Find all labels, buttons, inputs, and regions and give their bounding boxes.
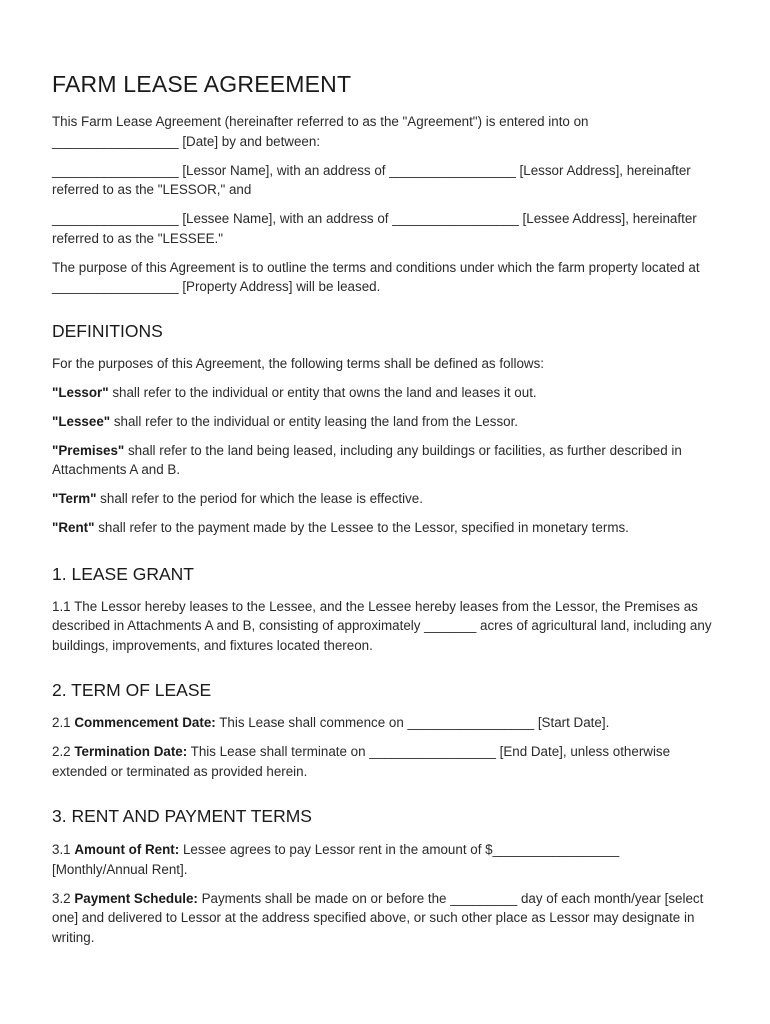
clause-label: Termination Date: [74,744,188,759]
clause-text: Lessee agrees to pay Lessor rent in the amount of $_________________ [Monthly/Annual Rent]. [52,842,620,877]
clause-label: Payment Schedule: [74,890,198,906]
section-lease-grant-heading: 1. LEASE GRANT [52,563,194,584]
section-term-heading: 2. TERM OF LEASE [52,680,212,700]
clause-1-1: 1.1 The Lessor hereby leases to the Lessee, and the Lessee hereby leases from the Lessor, the Premises as described in Attachments A and B, consisting of approximately _______ acres of agricultural land, including any buildings, improvements, and fixtures located thereon. [52,598,712,653]
definition-term: "Term" [52,491,97,506]
clause-label: Commencement Date: [74,715,216,730]
definition-term: "Lessee" [52,413,111,429]
clause-3-1 [52,840,718,879]
intro-paragraph-date: This Farm Lease Agreement (hereinafter referred to as the "Agreement") is entered into on _________________ [Date] by and between: [52,114,589,149]
definition-text: shall refer to the payment made by the Lessee to the Lessor, specified in monetary terms. [94,520,629,535]
clause-text: Payments shall be made on or before the _________ day of each month/year [select one] and delivered to Lessor at the address specified above, or such other place as Lessor may designate in writing. [52,890,704,945]
clause-number: 3.1 [52,842,75,857]
definition-term-item [52,489,718,509]
clause-number: 2.1 [52,715,75,730]
definition-rent [52,518,718,538]
clause-2-2 [52,742,718,781]
intro-paragraph-lessor: _________________ [Lessor Name], with an address of _________________ [Lessor Address], hereinafter referred to as the "LESSOR," and [52,162,691,197]
clause-number: 3.2 [52,890,75,906]
document-title: FARM LEASE AGREEMENT [52,71,352,97]
clause-text: This Lease shall terminate on _________________ [End Date], unless otherwise extended or terminated as provided herein. [52,744,671,779]
definition-text: shall refer to the individual or entity that owns the land and leases it out. [108,384,537,400]
definition-term: "Lessor" [52,384,109,400]
definition-premises [52,441,718,480]
section-rent-heading: 3. RENT AND PAYMENT TERMS [52,806,312,826]
definition-lessee [52,412,718,432]
definitions-intro: For the purposes of this Agreement, the following terms shall be defined as follows: [52,355,544,371]
definition-text: shall refer to the land being leased, including any buildings or facilities, as further described in Attachments A and B. [52,442,682,477]
definitions-heading: DEFINITIONS [52,320,163,341]
definition-lessor [52,383,718,403]
intro-paragraph-lessee: _________________ [Lessee Name], with an address of _________________ [Lessee Address], hereinafter referred to as the "LESSEE." [52,211,697,246]
intro-paragraph-purpose: The purpose of this Agreement is to outline the terms and conditions under which the farm property located at _________________ [Property Address] will be leased. [52,259,700,294]
definition-term: "Rent" [52,520,95,535]
definition-text: shall refer to the period for which the lease is effective. [96,491,423,506]
clause-label: Amount of Rent: [74,842,180,857]
definition-term: "Premises" [52,442,125,458]
clause-3-2 [52,889,718,948]
definition-text: shall refer to the individual or entity leasing the land from the Lessor. [110,413,519,429]
clause-2-1 [52,713,718,733]
clause-number: 2.2 [52,744,75,759]
clause-text: This Lease shall commence on _________________ [Start Date]. [215,715,610,730]
